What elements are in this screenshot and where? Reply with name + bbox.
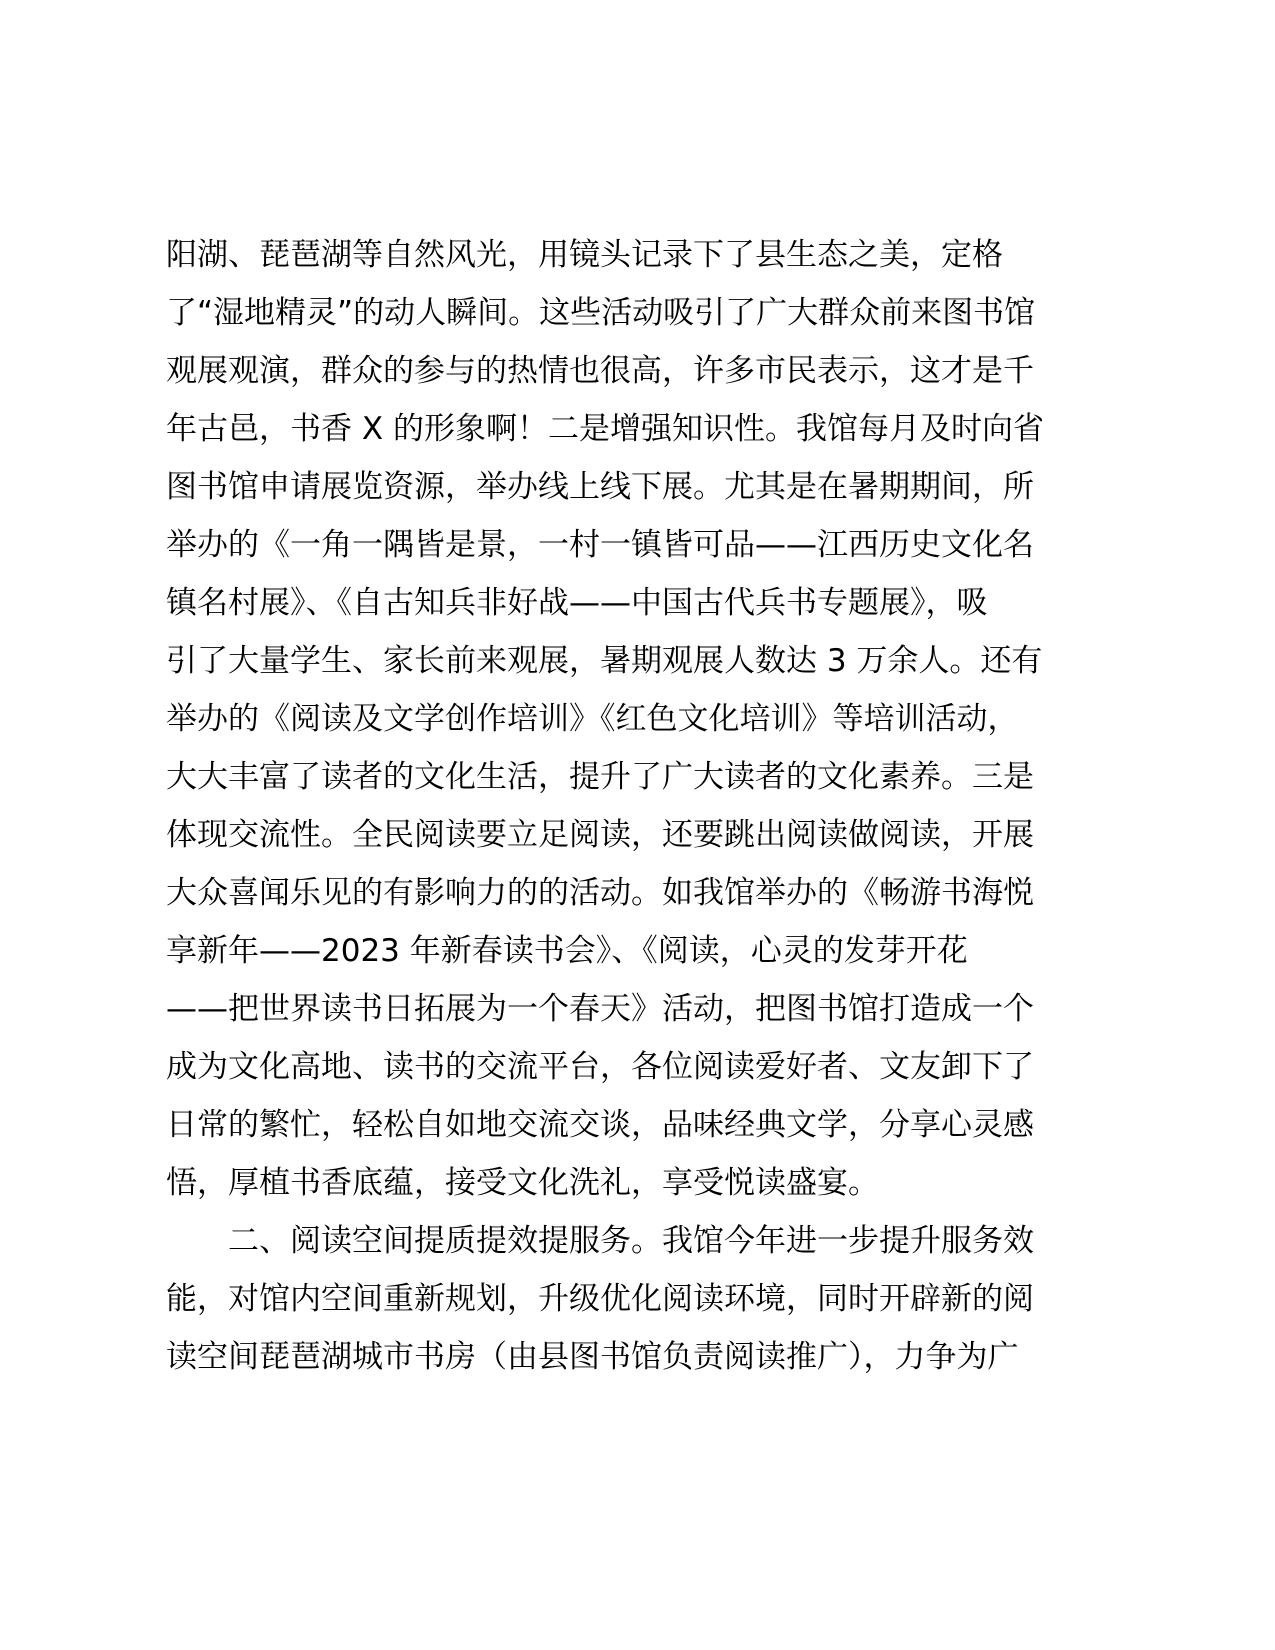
text-line: 举办的《一角一隅皆是景，一村一镇皆可品——江西历史文化名: [166, 527, 1034, 563]
text-line: 引了大量学生、家长前来观展，暑期观展人数达 3 万余人。还有: [166, 643, 1043, 679]
text-line: 悟，厚植书香底蕴，接受文化洗礼，享受悦读盛宴。: [166, 1165, 879, 1201]
text-line: 阳湖、琵琶湖等自然风光，用镜头记录下了县生态之美，定格: [166, 237, 1003, 273]
text-line: ——把世界读书日拓展为一个春天》活动，把图书馆打造成一个: [166, 991, 1034, 1027]
text-line: 镇名村展》、《自古知兵非好战——中国古代兵书专题展》，吸: [166, 585, 988, 621]
text-line: 大大丰富了读者的文化生活，提升了广大读者的文化素养。三是: [166, 759, 1034, 795]
text-line: 举办的《阅读及文学创作培训》《红色文化培训》等培训活动，: [166, 701, 1019, 737]
body-text: [166, 226, 1106, 1386]
text-line: 了“湿地精灵”的动人瞬间。这些活动吸引了广大群众前来图书馆: [166, 295, 1036, 331]
text-line: 成为文化高地、读书的交流平台，各位阅读爱好者、文友卸下了: [166, 1049, 1034, 1085]
text-line: 体现交流性。全民阅读要立足阅读，还要跳出阅读做阅读，开展: [166, 817, 1034, 853]
section-heading-line: 二、阅读空间提质提效提服务。我馆今年进一步提升服务效: [166, 1223, 1034, 1259]
text-line: 能，对馆内空间重新规划，升级优化阅读环境，同时开辟新的阅: [166, 1281, 1034, 1317]
text-line: 读空间琵琶湖城市书房（由县图书馆负责阅读推广），力争为广: [166, 1339, 1019, 1375]
text-line: 观展观演，群众的参与的热情也很高，许多市民表示，这才是千: [166, 353, 1034, 389]
text-line: 日常的繁忙，轻松自如地交流交谈，品味经典文学，分享心灵感: [166, 1107, 1034, 1143]
text-line: 大众喜闻乐见的有影响力的的活动。如我馆举办的《畅游书海悦: [166, 875, 1034, 911]
text-line: 享新年——2023 年新春读书会》、《阅读，心灵的发芽开花: [166, 933, 968, 969]
text-line: 图书馆申请展览资源，举办线上线下展。尤其是在暑期期间，所: [166, 469, 1034, 505]
text-line: 年古邑，书香 X 的形象啊！二是增强知识性。我馆每月及时向省: [166, 411, 1044, 447]
